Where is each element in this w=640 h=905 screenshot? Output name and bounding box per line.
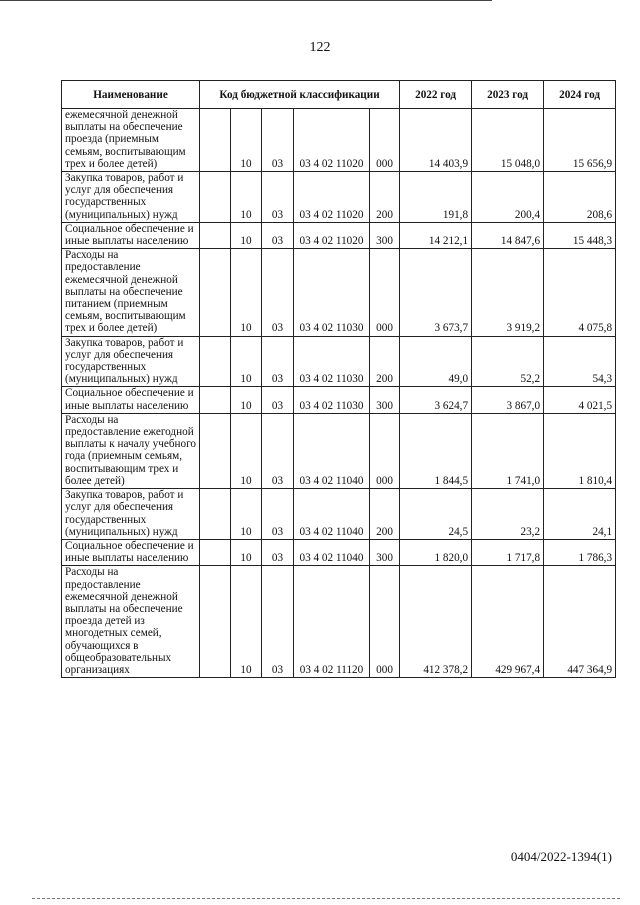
cell-2023: 14 847,6 bbox=[472, 222, 544, 248]
cell-target-article: 03 4 02 11020 bbox=[294, 109, 370, 172]
table-row bbox=[62, 249, 616, 336]
cell-expense-type: 000 bbox=[370, 413, 400, 488]
cell-expense-type: 000 bbox=[370, 109, 400, 172]
cell-subsection: 03 bbox=[262, 387, 294, 413]
cell-section: 10 bbox=[231, 172, 262, 223]
cell-target-article: 03 4 02 11030 bbox=[294, 387, 370, 413]
cell-expense-type: 300 bbox=[370, 222, 400, 248]
cell-2022: 14 212,1 bbox=[400, 222, 472, 248]
cell-target-article: 03 4 02 11020 bbox=[294, 222, 370, 248]
cell-2024: 4 075,8 bbox=[544, 249, 616, 336]
cell-name: Социальное обеспечение и иные выплаты населению bbox=[62, 387, 200, 413]
cell-expense-type: 200 bbox=[370, 336, 400, 387]
cell-2022: 24,5 bbox=[400, 489, 472, 540]
cell-subsection: 03 bbox=[262, 172, 294, 223]
cell-code-blank bbox=[200, 222, 231, 248]
cell-name: Социальное обеспечение и иные выплаты населению bbox=[62, 539, 200, 565]
cell-2022: 49,0 bbox=[400, 336, 472, 387]
cell-subsection: 03 bbox=[262, 489, 294, 540]
cell-name: Расходы на предоставление ежемесячной денежной выплаты на обеспечение питанием (приемным семьям, воспитывающим трех и более детей) bbox=[62, 249, 200, 336]
cell-expense-type: 300 bbox=[370, 539, 400, 565]
cell-2023: 15 048,0 bbox=[472, 109, 544, 172]
cell-name: Закупка товаров, работ и услуг для обеспечения государственных (муниципальных) нужд bbox=[62, 172, 200, 223]
cell-section: 10 bbox=[231, 249, 262, 336]
table-row bbox=[62, 539, 616, 565]
cell-2022: 3 673,7 bbox=[400, 249, 472, 336]
budget-table bbox=[61, 80, 616, 678]
cell-subsection: 03 bbox=[262, 413, 294, 488]
cell-code-blank bbox=[200, 387, 231, 413]
table-row bbox=[62, 172, 616, 223]
table-row bbox=[62, 489, 616, 540]
cell-2023: 429 967,4 bbox=[472, 566, 544, 678]
cell-section: 10 bbox=[231, 489, 262, 540]
cell-2022: 1 844,5 bbox=[400, 413, 472, 488]
cell-2022: 14 403,9 bbox=[400, 109, 472, 172]
table-row bbox=[62, 566, 616, 678]
bottom-dashed-line bbox=[32, 898, 620, 899]
cell-2023: 23,2 bbox=[472, 489, 544, 540]
cell-target-article: 03 4 02 11030 bbox=[294, 336, 370, 387]
cell-section: 10 bbox=[231, 336, 262, 387]
cell-2023: 3 867,0 bbox=[472, 387, 544, 413]
cell-target-article: 03 4 02 11040 bbox=[294, 489, 370, 540]
cell-2024: 208,6 bbox=[544, 172, 616, 223]
cell-2022: 1 820,0 bbox=[400, 539, 472, 565]
header-name: Наименование bbox=[62, 81, 200, 109]
cell-subsection: 03 bbox=[262, 336, 294, 387]
cell-subsection: 03 bbox=[262, 539, 294, 565]
cell-section: 10 bbox=[231, 109, 262, 172]
cell-2022: 191,8 bbox=[400, 172, 472, 223]
cell-expense-type: 200 bbox=[370, 172, 400, 223]
header-2024: 2024 год bbox=[544, 81, 616, 109]
cell-2022: 412 378,2 bbox=[400, 566, 472, 678]
cell-2024: 24,1 bbox=[544, 489, 616, 540]
cell-section: 10 bbox=[231, 539, 262, 565]
cell-section: 10 bbox=[231, 566, 262, 678]
cell-2023: 1 741,0 bbox=[472, 413, 544, 488]
cell-expense-type: 200 bbox=[370, 489, 400, 540]
document-code: 0404/2022-1394(1) bbox=[510, 849, 612, 864]
cell-target-article: 03 4 02 11120 bbox=[294, 566, 370, 678]
cell-name: ежемесячной денежной выплаты на обеспечение проезда (приемным семьям, воспитывающим трех и более детей) bbox=[62, 109, 200, 172]
cell-section: 10 bbox=[231, 413, 262, 488]
cell-name: Социальное обеспечение и иные выплаты населению bbox=[62, 222, 200, 248]
top-border-line bbox=[0, 0, 492, 1]
header-2023: 2023 год bbox=[472, 81, 544, 109]
cell-section: 10 bbox=[231, 222, 262, 248]
cell-2024: 1 810,4 bbox=[544, 413, 616, 488]
cell-expense-type: 000 bbox=[370, 249, 400, 336]
cell-2024: 54,3 bbox=[544, 336, 616, 387]
cell-2022: 3 624,7 bbox=[400, 387, 472, 413]
cell-2024: 15 448,3 bbox=[544, 222, 616, 248]
table-body bbox=[62, 109, 616, 678]
cell-2023: 1 717,8 bbox=[472, 539, 544, 565]
table-row bbox=[62, 387, 616, 413]
cell-code-blank bbox=[200, 539, 231, 565]
cell-subsection: 03 bbox=[262, 109, 294, 172]
cell-2023: 52,2 bbox=[472, 336, 544, 387]
cell-subsection: 03 bbox=[262, 222, 294, 248]
cell-expense-type: 300 bbox=[370, 387, 400, 413]
table-row bbox=[62, 222, 616, 248]
cell-subsection: 03 bbox=[262, 249, 294, 336]
table-row bbox=[62, 413, 616, 488]
cell-target-article: 03 4 02 11040 bbox=[294, 539, 370, 565]
cell-section: 10 bbox=[231, 387, 262, 413]
cell-target-article: 03 4 02 11040 bbox=[294, 413, 370, 488]
cell-2024: 4 021,5 bbox=[544, 387, 616, 413]
cell-name: Расходы на предоставление ежегодной выплаты к началу учебного года (приемным семьям, воспитывающим трех и более детей) bbox=[62, 413, 200, 488]
cell-code-blank bbox=[200, 413, 231, 488]
header-code: Код бюджетной классификации bbox=[200, 81, 400, 109]
cell-subsection: 03 bbox=[262, 566, 294, 678]
page-number: 122 bbox=[309, 40, 331, 55]
cell-2023: 200,4 bbox=[472, 172, 544, 223]
cell-2024: 15 656,9 bbox=[544, 109, 616, 172]
table-header-row bbox=[62, 81, 616, 109]
cell-2024: 447 364,9 bbox=[544, 566, 616, 678]
cell-code-blank bbox=[200, 489, 231, 540]
cell-target-article: 03 4 02 11020 bbox=[294, 172, 370, 223]
cell-name: Расходы на предоставление ежемесячной денежной выплаты на обеспечение проезда детей из многодетных семей, обучающихся в общеобразовательных организациях bbox=[62, 566, 200, 678]
cell-code-blank bbox=[200, 172, 231, 223]
table-row bbox=[62, 336, 616, 387]
cell-code-blank bbox=[200, 566, 231, 678]
table-row bbox=[62, 109, 616, 172]
cell-target-article: 03 4 02 11030 bbox=[294, 249, 370, 336]
cell-code-blank bbox=[200, 109, 231, 172]
cell-2024: 1 786,3 bbox=[544, 539, 616, 565]
cell-expense-type: 000 bbox=[370, 566, 400, 678]
cell-2023: 3 919,2 bbox=[472, 249, 544, 336]
cell-code-blank bbox=[200, 336, 231, 387]
header-2022: 2022 год bbox=[400, 81, 472, 109]
cell-code-blank bbox=[200, 249, 231, 336]
cell-name: Закупка товаров, работ и услуг для обеспечения государственных (муниципальных) нужд bbox=[62, 489, 200, 540]
cell-name: Закупка товаров, работ и услуг для обеспечения государственных (муниципальных) нужд bbox=[62, 336, 200, 387]
